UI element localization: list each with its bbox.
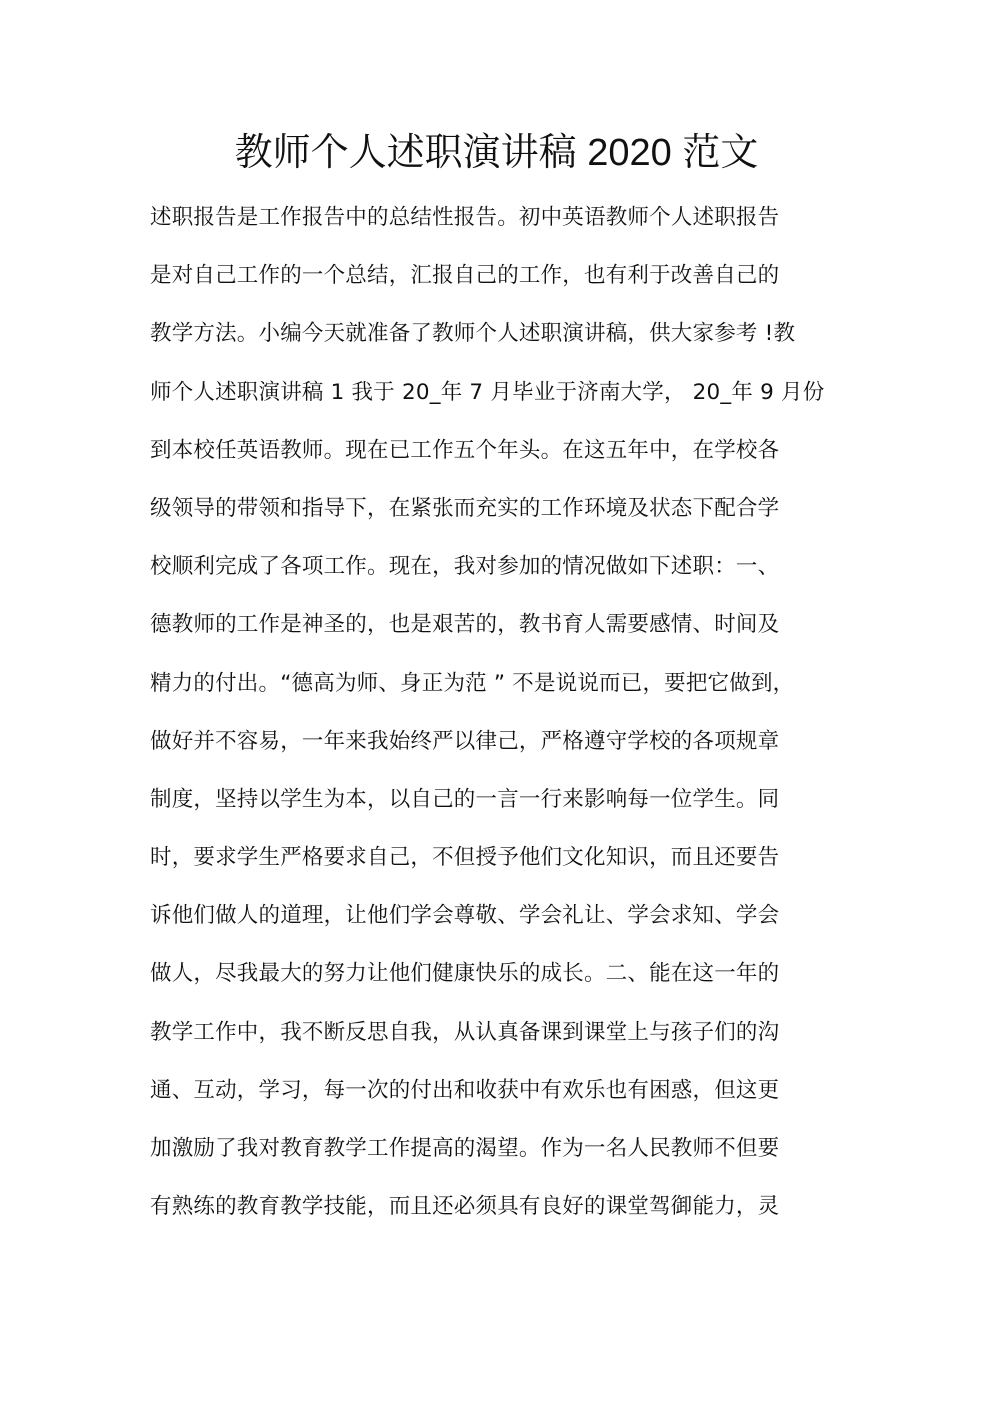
body-line: 做好并不容易，一年来我始终严以律己，严格遵守学校的各项规章	[150, 728, 780, 754]
body-line: 做人，尽我最大的努力让他们健康快乐的成长。二、能在这一年的	[150, 961, 780, 987]
document-body	[150, 200, 850, 1247]
body-line: 述职报告是工作报告中的总结性报告。初中英语教师个人述职报告	[150, 205, 780, 230]
body-line: 级领导的带领和指导下，在紧张而充实的工作环境及状态下配合学	[150, 495, 780, 521]
body-line: 有熟练的教育教学技能，而且还必须具有良好的课堂驾御能力，灵	[150, 1194, 780, 1220]
body-line: 德教师的工作是神圣的，也是艰苦的，教书育人需要感情、时间及	[150, 612, 780, 638]
body-line: 加激励了我对教育教学工作提高的渴望。作为一名人民教师不但要	[150, 1136, 780, 1161]
body-line: 是对自己工作的一个总结，汇报自己的工作，也有利于改善自己的	[150, 263, 780, 289]
body-line: 制度，坚持以学生为本，以自己的一言一行来影响每一位学生。同	[150, 786, 780, 812]
body-line: 时，要求学生严格要求自己，不但授予他们文化知识，而且还要告	[150, 845, 780, 871]
body-line: 教学方法。小编今天就准备了教师个人述职演讲稿，供大家参考 !教	[150, 321, 796, 347]
body-line: 诉他们做人的道理，让他们学会尊敬、学会礼让、学会求知、学会	[150, 903, 780, 929]
body-line: 师个人述职演讲稿 1 我于 20_年 7 月毕业于济南大学， 20_年 9 月份	[150, 379, 825, 405]
body-line: 教学工作中，我不断反思自我，从认真备课到课堂上与孩子们的沟	[150, 1019, 780, 1045]
body-line: 到本校任英语教师。现在已工作五个年头。在这五年中，在学校各	[150, 437, 780, 463]
document-title: 教师个人述职演讲稿 2020 范文	[234, 132, 759, 174]
body-line: 通、互动，学习，每一次的付出和收获中有欢乐也有困惑，但这更	[150, 1077, 780, 1103]
body-line: 精力的付出。“德高为师、身正为范 ” 不是说说而已，要把它做到，	[150, 670, 795, 696]
body-line: 校顺利完成了各项工作。现在，我对参加的情况做如下述职：一、	[150, 554, 780, 580]
